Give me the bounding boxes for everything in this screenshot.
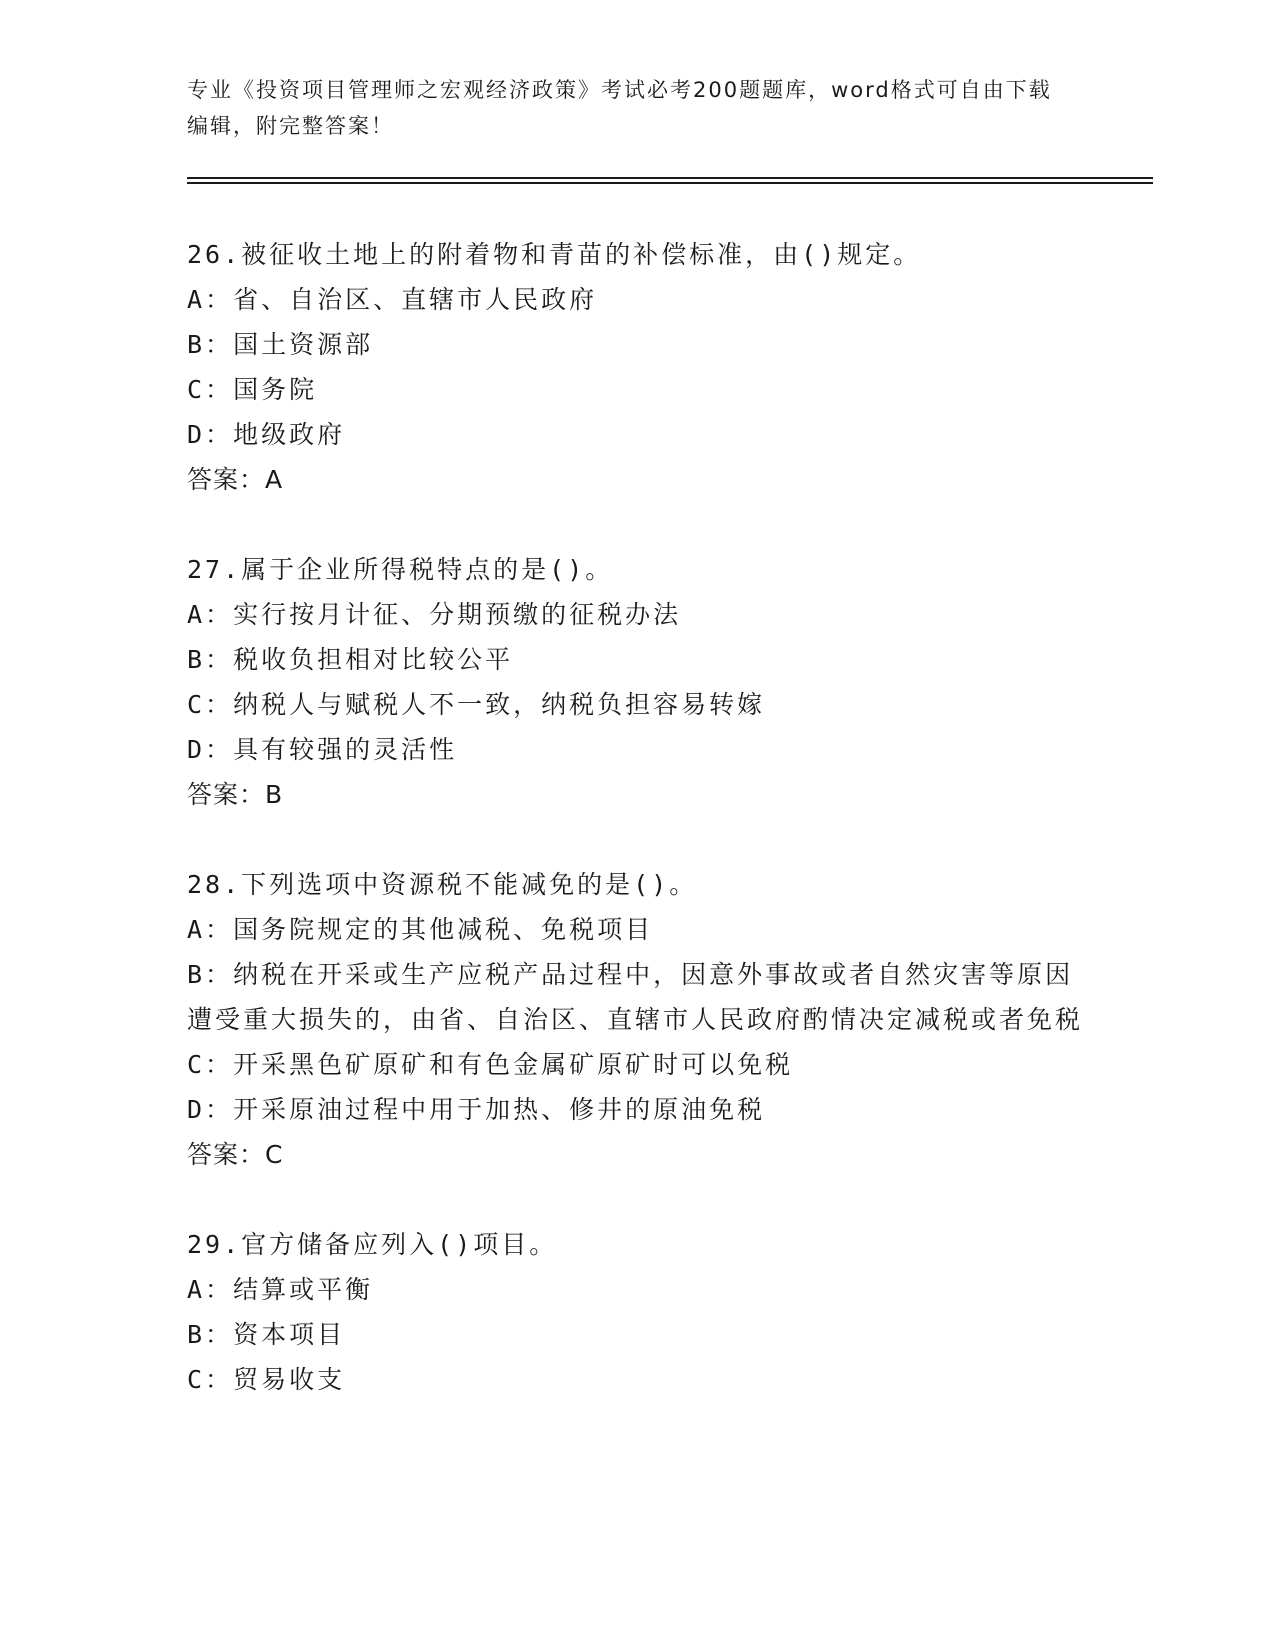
- option-text: 地级政府: [233, 420, 346, 449]
- option-c: [187, 682, 1087, 727]
- option-label: A：: [187, 600, 234, 629]
- document-intro: 专业《投资项目管理师之宏观经济政策》考试必考200题题库，word格式可自由下载编辑，附完整答案！: [187, 78, 1052, 138]
- option-text: 纳税人与赋税人不一致，纳税负担容易转嫁: [233, 690, 766, 719]
- option-label: B：: [187, 645, 234, 674]
- question-list: [187, 232, 1087, 1447]
- option-label: C：: [187, 375, 234, 404]
- option-text: 国务院: [233, 375, 318, 404]
- option-text: 国土资源部: [233, 330, 374, 359]
- option-b: [187, 637, 1087, 682]
- option-c: [187, 1357, 1087, 1402]
- answer-line: 答案：A: [187, 465, 284, 494]
- question-stem: 26.被征收土地上的附着物和青苗的补偿标准，由()规定。: [187, 240, 922, 269]
- option-text: 税收负担相对比较公平: [233, 645, 514, 674]
- option-b: [187, 322, 1087, 367]
- option-text: 开采原油过程中用于加热、修井的原油免税: [233, 1095, 766, 1124]
- question-27: [187, 547, 1087, 817]
- option-label: B：: [187, 1320, 234, 1349]
- option-text: 具有较强的灵活性: [233, 735, 458, 764]
- option-label: A：: [187, 915, 234, 944]
- option-label: C：: [187, 1365, 234, 1394]
- option-text: 开采黑色矿原矿和有色金属矿原矿时可以免税: [233, 1050, 794, 1079]
- option-label: A：: [187, 285, 234, 314]
- option-label: D：: [187, 735, 234, 764]
- header-divider-top: [187, 177, 1153, 179]
- question-stem: 27.属于企业所得税特点的是()。: [187, 555, 614, 584]
- option-a: [187, 592, 1087, 637]
- option-d: [187, 727, 1087, 772]
- option-text: 国务院规定的其他减税、免税项目: [233, 915, 654, 944]
- header-divider-bottom: [187, 182, 1153, 184]
- option-text: 结算或平衡: [233, 1275, 374, 1304]
- option-b: [187, 1312, 1087, 1357]
- option-text: 资本项目: [233, 1320, 346, 1349]
- option-c: [187, 1042, 1087, 1087]
- answer-line: 答案：B: [187, 780, 284, 809]
- option-label: C：: [187, 690, 234, 719]
- option-text: 省、自治区、直辖市人民政府: [233, 285, 598, 314]
- option-d: [187, 1087, 1087, 1132]
- option-label: B：: [187, 960, 234, 989]
- option-b: [187, 952, 1087, 1042]
- question-stem: 28.下列选项中资源税不能减免的是()。: [187, 870, 698, 899]
- option-text: 贸易收支: [233, 1365, 346, 1394]
- question-26: [187, 232, 1087, 502]
- question-29: [187, 1222, 1087, 1402]
- option-a: [187, 1267, 1087, 1312]
- option-d: [187, 412, 1087, 457]
- option-a: [187, 277, 1087, 322]
- option-label: B：: [187, 330, 234, 359]
- option-text: 纳税在开采或生产应税产品过程中，因意外事故或者自然灾害等原因遭受重大损失的，由省、自治区、直辖市人民政府酌情决定减税或者免税: [187, 960, 1084, 1034]
- question-28: [187, 862, 1087, 1177]
- option-a: [187, 907, 1087, 952]
- option-c: [187, 367, 1087, 412]
- answer-line: 答案：C: [187, 1140, 284, 1169]
- question-stem: 29.官方储备应列入()项目。: [187, 1230, 558, 1259]
- option-label: A：: [187, 1275, 234, 1304]
- option-label: D：: [187, 420, 234, 449]
- option-label: D：: [187, 1095, 234, 1124]
- option-label: C：: [187, 1050, 234, 1079]
- option-text: 实行按月计征、分期预缴的征税办法: [233, 600, 682, 629]
